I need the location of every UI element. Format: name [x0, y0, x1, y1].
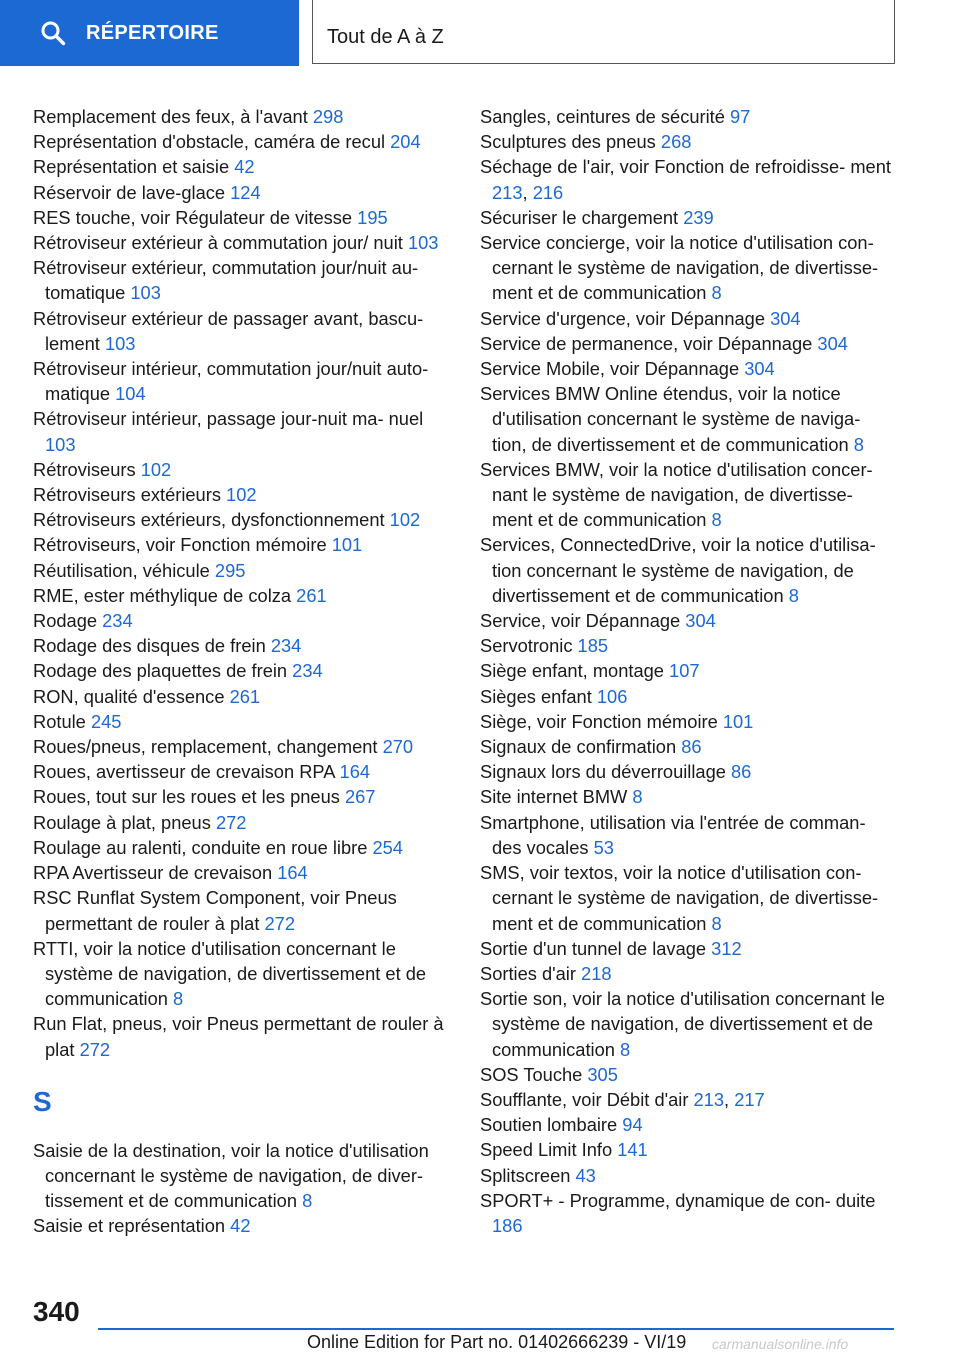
page-ref-link[interactable]: 103 — [407, 232, 439, 254]
index-entry-text: Rétroviseur extérieur à commutation jour/ nuit — [33, 232, 408, 254]
page-ref-link[interactable]: 298 — [312, 106, 344, 127]
page-ref-link[interactable]: 101 — [722, 710, 754, 732]
index-entry — [33, 230, 451, 255]
index-entry — [33, 457, 451, 482]
page-ref-link[interactable]: 272 — [215, 811, 247, 833]
page-ref-link[interactable]: 272 — [79, 1038, 111, 1060]
index-entry — [33, 104, 451, 129]
index-entry-text: Rodage des disques de frein — [33, 635, 271, 657]
index-entry — [33, 205, 451, 230]
index-entry-text: Saisie et représentation — [33, 1215, 231, 1237]
page-ref-link[interactable]: 195 — [357, 206, 388, 228]
index-entry-text: Siège, voir Fonction mémoire — [480, 710, 723, 732]
index-entry — [33, 129, 451, 154]
index-column-right — [480, 104, 898, 1238]
page-ref-link[interactable]: 104 — [115, 383, 146, 405]
index-list — [33, 1138, 451, 1239]
page-ref-link[interactable]: 304 — [770, 307, 801, 329]
page-ref-link[interactable]: 261 — [229, 685, 261, 707]
page-ref-link[interactable]: 304 — [817, 332, 848, 354]
page-ref-link[interactable]: 164 — [339, 761, 371, 783]
page-ref-link[interactable]: 42 — [234, 156, 255, 178]
page-ref-link[interactable]: 305 — [587, 1063, 618, 1085]
index-entry-text: Représentation et saisie — [33, 156, 235, 178]
index-entry-text: RSC Runflat System Component, voir Pneus permettant de rouler à plat — [33, 887, 397, 934]
index-entry — [480, 1112, 898, 1137]
index-entry-text: Sculptures des pneus — [480, 131, 661, 153]
index-entry — [480, 356, 898, 381]
index-entry — [480, 381, 898, 457]
index-entry — [33, 835, 451, 860]
page-ref-link[interactable]: 102 — [140, 458, 172, 480]
index-entry-text: Rétroviseurs, voir Fonction mémoire — [33, 534, 332, 556]
index-entry-text: Rétroviseur intérieur, commutation jour/nuit auto- matique — [33, 358, 429, 405]
index-entry — [480, 810, 898, 860]
index-entry — [33, 709, 451, 734]
index-entry — [33, 1011, 451, 1061]
page-ref-link[interactable]: 270 — [382, 736, 414, 758]
index-entry-text: RME, ester méthylique de colza — [33, 584, 297, 606]
index-entry-text: Rétroviseur extérieur de passager avant, bascu- lement — [33, 307, 424, 354]
index-entry-text: Sortie d'un tunnel de lavage — [480, 937, 712, 959]
index-entry-text: Saisie de la destination, voir la notice d'utilisation concernant le système de navigation, de diver- tissement et de communication — [33, 1139, 429, 1212]
page-ref-link[interactable]: 8 — [632, 786, 643, 808]
index-entry-text: Service de permanence, voir Dépannage — [480, 332, 818, 354]
index-entry-text: Splitscreen — [480, 1164, 576, 1186]
page-ref-link[interactable]: 245 — [90, 710, 122, 732]
page-ref-link[interactable]: 213 — [492, 181, 523, 203]
index-entry-text: Speed Limit Info — [480, 1139, 618, 1161]
page-ref-link[interactable]: 94 — [622, 1114, 643, 1136]
page-ref-link[interactable]: 103 — [45, 433, 76, 455]
index-entry-text: Service, voir Dépannage — [480, 610, 686, 632]
index-entry-text: Servotronic — [480, 635, 578, 657]
page-ref-link[interactable]: 141 — [617, 1139, 648, 1161]
index-entry-text: Roues, tout sur les roues et les pneus — [33, 786, 345, 808]
index-entry — [33, 860, 451, 885]
index-entry — [33, 1138, 451, 1214]
index-entry — [480, 331, 898, 356]
index-entry — [480, 205, 898, 230]
index-entry-text: Roulage au ralenti, conduite en roue libre — [33, 836, 373, 858]
index-entry-text: Soufflante, voir Débit d'air — [480, 1088, 694, 1110]
page-ref-link[interactable]: 8 — [853, 433, 864, 455]
page-ref-link[interactable]: 312 — [711, 937, 742, 959]
index-entry — [480, 1188, 898, 1238]
page-ref-link[interactable]: 42 — [230, 1215, 251, 1237]
index-entry — [480, 532, 898, 608]
index-entry-text: Siège enfant, montage — [480, 660, 670, 682]
index-entry — [480, 860, 898, 936]
index-entry-text: Rétroviseurs — [33, 458, 141, 480]
page-ref-link[interactable]: 217 — [734, 1088, 765, 1110]
index-entry — [480, 129, 898, 154]
index-entry — [480, 759, 898, 784]
page-ref-link[interactable]: 261 — [296, 584, 327, 606]
page-ref-link[interactable]: 204 — [390, 131, 421, 153]
page-ref-link[interactable]: 103 — [104, 332, 136, 354]
page-ref-link[interactable]: 86 — [731, 761, 752, 783]
index-entry-text: Soutien lombaire — [480, 1114, 623, 1136]
index-entry — [33, 936, 451, 1012]
page-ref-link[interactable]: 234 — [292, 660, 323, 682]
index-search-tab[interactable] — [0, 0, 299, 66]
index-entry-text: Service d'urgence, voir Dépannage — [480, 307, 771, 329]
index-entry-text: Rotule — [33, 710, 91, 732]
page-ref-link[interactable]: 216 — [532, 181, 564, 203]
search-icon — [40, 20, 66, 46]
index-entry-text: Run Flat, pneus, voir Pneus permettant de rouler à plat — [33, 1013, 444, 1060]
index-entry-text: Service Mobile, voir Dépannage — [480, 358, 745, 380]
index-entry-text: SPORT+ - Programme, dynamique de con- duite — [480, 1189, 876, 1211]
index-entry — [480, 734, 898, 759]
page-ref-link[interactable]: 8 — [620, 1038, 631, 1060]
index-entry — [33, 306, 451, 356]
index-entry — [33, 154, 451, 179]
page-number: 340 — [33, 1296, 80, 1327]
page-ref-link[interactable]: 101 — [331, 534, 363, 556]
page-ref-link[interactable]: 8 — [711, 912, 722, 934]
page-ref-link[interactable]: 8 — [302, 1190, 313, 1212]
index-entry-text: RON, qualité d'essence — [33, 685, 230, 707]
index-entry-text: Sortie son, voir la notice d'utilisation concernant le système de navigation, de divertissement et de communication — [480, 988, 885, 1060]
index-entry — [480, 1062, 898, 1087]
page-ref-link[interactable]: 268 — [660, 131, 692, 153]
index-entry-text: Sorties d'air — [480, 962, 582, 984]
page-ref-link[interactable]: 239 — [683, 206, 714, 228]
index-entry — [33, 532, 451, 557]
index-entry — [33, 658, 451, 683]
index-entry — [33, 1213, 451, 1238]
section-title: Tout de A à Z — [327, 26, 444, 48]
index-entry — [480, 457, 898, 533]
index-list — [33, 104, 451, 1062]
index-entry — [33, 583, 451, 608]
page-ref-link[interactable]: 107 — [669, 660, 700, 682]
index-entry — [33, 759, 451, 784]
index-entry — [480, 684, 898, 709]
index-entry-text: Service concierge, voir la notice d'utilisation con- cernant le système de navigation, de divertisse- ment et de communication — [480, 232, 879, 304]
page-ref-link[interactable]: 254 — [372, 836, 403, 858]
index-entry-text: Site internet BMW — [480, 786, 633, 808]
index-entry — [480, 1163, 898, 1188]
page-ref-link[interactable]: 186 — [492, 1214, 523, 1236]
index-entry-text: Séchage de l'air, voir Fonction de refroidisse- ment — [480, 156, 891, 178]
index-entry-text: Sécuriser le chargement — [480, 206, 684, 228]
index-entry: Soufflante, voir Débit d'air 213, 217 — [480, 1088, 765, 1110]
page-ref-link[interactable]: 8 — [711, 509, 722, 531]
index-entry-text: SOS Touche — [480, 1063, 588, 1085]
index-entry-text: Roues/pneus, remplacement, changement — [33, 736, 383, 758]
index-entry — [480, 608, 898, 633]
index-entry — [480, 1137, 898, 1162]
index-entry-text: Représentation d'obstacle, caméra de recul — [33, 131, 391, 153]
index-label: RÉPERTOIRE — [86, 21, 219, 44]
index-entry-text: Services BMW, voir la notice d'utilisation concer- nant le système de navigation, de divertisse- ment et de communication — [480, 458, 873, 531]
index-entry — [33, 885, 451, 935]
index-entry-text: Réservoir de lave-glace — [33, 181, 231, 203]
index-entry — [33, 784, 451, 809]
index-entry-text: SMS, voir textos, voir la notice d'utilisation con- cernant le système de navigation, de divertisse- ment et de communication — [480, 862, 879, 934]
page-ref-link[interactable]: 213 — [693, 1088, 725, 1110]
page-ref-link[interactable]: 97 — [729, 106, 751, 127]
index-entry — [33, 356, 451, 406]
index-entry — [480, 709, 898, 734]
page-ref-link[interactable]: 164 — [277, 862, 308, 884]
page-ref-link[interactable]: 218 — [581, 962, 612, 984]
page-ref-link[interactable]: 43 — [575, 1164, 596, 1186]
watermark: carmanualsonline.info — [712, 1336, 849, 1352]
page-ref-link[interactable]: 103 — [130, 282, 161, 304]
index-entry — [480, 658, 898, 683]
index-entry-text: Sièges enfant — [480, 685, 597, 707]
page-ref-link[interactable]: 272 — [264, 912, 296, 934]
index-entry — [33, 558, 451, 583]
index-entry — [33, 180, 451, 205]
index-entry-text: Services, ConnectedDrive, voir la notice d'utilisa- tion concernant le système de navigation, de divertissement et de communication — [480, 534, 876, 606]
page-ref-link[interactable]: 106 — [596, 685, 628, 707]
index-entry — [480, 104, 898, 129]
index-entry-text: Rodage — [33, 610, 103, 632]
index-entry-text: Roues, avertisseur de crevaison RPA — [33, 761, 340, 783]
index-entry-text: Smartphone, utilisation via l'entrée de comman- des vocales — [480, 811, 866, 858]
index-entry-text: Rétroviseur extérieur, commutation jour/nuit au- tomatique — [33, 257, 419, 304]
index-entry — [33, 810, 451, 835]
index-entry: Séchage de l'air, voir Fonction de refroidisse- ment 213, 216 — [480, 156, 891, 203]
index-entry — [33, 734, 451, 759]
index-entry-text: Remplacement des feux, à l'avant — [33, 106, 313, 127]
index-entry-text: Signaux lors du déverrouillage — [480, 761, 732, 783]
index-list — [480, 104, 898, 1238]
index-column-left — [33, 104, 451, 1239]
index-entry — [480, 306, 898, 331]
index-entry — [33, 633, 451, 658]
index-entry — [33, 255, 451, 305]
index-entry — [480, 986, 898, 1062]
index-entry — [33, 608, 451, 633]
index-entry — [480, 230, 898, 306]
footer-divider — [98, 1328, 894, 1330]
index-entry — [33, 406, 451, 456]
page-ref-link[interactable]: 102 — [389, 509, 421, 531]
index-entry — [480, 784, 898, 809]
page-ref-link[interactable]: 267 — [344, 786, 376, 808]
index-entry — [480, 961, 898, 986]
page-ref-link[interactable]: 86 — [681, 736, 702, 758]
index-entry-text: RPA Avertisseur de crevaison — [33, 862, 278, 884]
page-ref-link[interactable]: 234 — [102, 610, 133, 632]
index-entry — [480, 633, 898, 658]
index-entry-text: Rétroviseurs extérieurs — [33, 484, 227, 506]
page-ref-link[interactable]: 234 — [270, 635, 302, 657]
index-entry-text: RES touche, voir Régulateur de vitesse — [33, 206, 358, 228]
page-ref-link[interactable]: 53 — [593, 836, 614, 858]
section-title-tab — [312, 0, 895, 64]
page-ref-link[interactable]: 185 — [577, 635, 609, 657]
index-entry-text: Réutilisation, véhicule — [33, 559, 215, 581]
page-ref-link[interactable]: 8 — [173, 988, 184, 1010]
index-entry — [33, 482, 451, 507]
index-entry-text: RTTI, voir la notice d'utilisation concernant le système de navigation, de divertissement et de communication — [33, 937, 427, 1010]
index-entry-text: Rétroviseur intérieur, passage jour-nuit ma- nuel — [33, 408, 424, 430]
page-ref-link[interactable]: 304 — [685, 610, 716, 632]
index-entry — [33, 507, 451, 532]
index-entry — [480, 936, 898, 961]
page-ref-link[interactable]: 124 — [230, 181, 261, 203]
page-ref-link[interactable]: 295 — [214, 559, 246, 581]
index-entry-text: Sangles, ceintures de sécurité — [480, 106, 730, 127]
index-entry-text: Signaux de confirmation — [480, 736, 682, 758]
section-letter: S — [33, 1085, 52, 1117]
page-ref-link[interactable]: 102 — [226, 484, 257, 506]
page-ref-link[interactable]: 304 — [744, 358, 775, 380]
header — [0, 0, 960, 66]
index-entry-text: Rétroviseurs extérieurs, dysfonctionnement — [33, 509, 390, 531]
index-entry-text: Roulage à plat, pneus — [33, 811, 216, 833]
index-entry — [33, 684, 451, 709]
page-ref-link[interactable]: 8 — [788, 584, 799, 606]
index-entry-text: Rodage des plaquettes de frein — [33, 660, 293, 682]
edition-info: Online Edition for Part no. 01402666239 - VI/19 — [307, 1332, 687, 1352]
page-ref-link[interactable]: 8 — [711, 282, 722, 304]
index-entry-text: Services BMW Online étendus, voir la notice d'utilisation concernant le système de naviga- tion, de divertissement et de communication — [480, 383, 861, 455]
